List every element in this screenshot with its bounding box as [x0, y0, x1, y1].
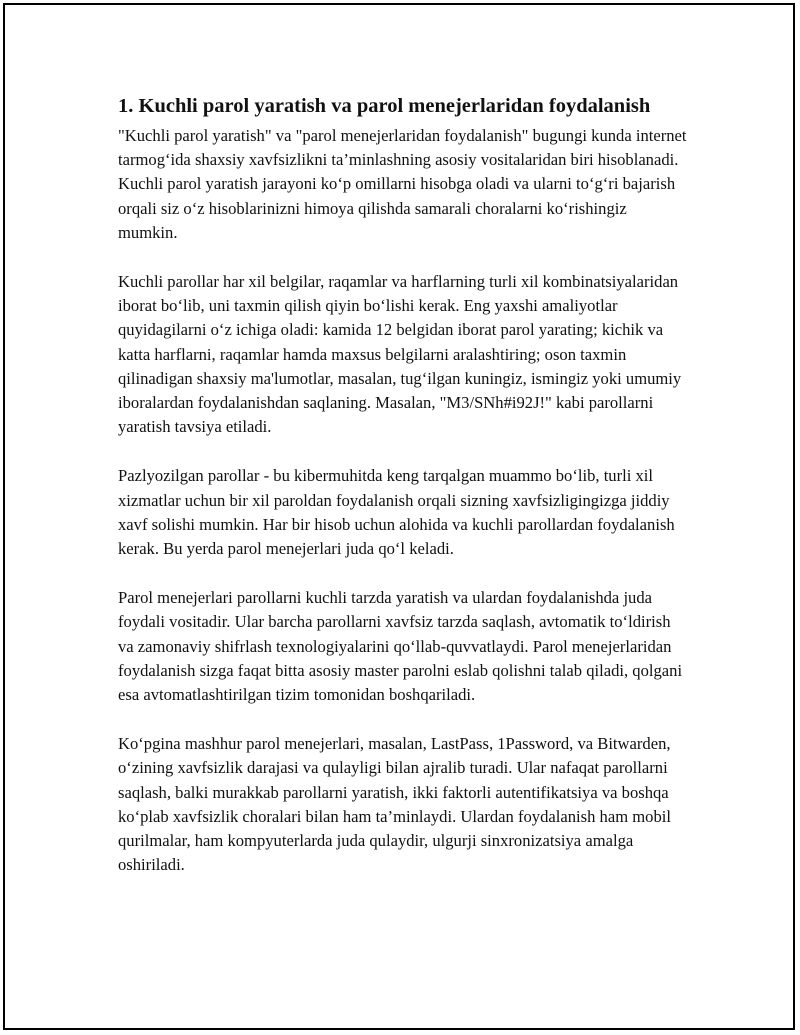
paragraph-reused-passwords: Pazlyozilgan parollar - bu kibermuhitda keng tarqalgan muammo bo‘lib, turli xil xizmatlar uchun bir xil paroldan foydalanish orqali sizning xavfsizligingizga jiddiy xavf solishi mumkin. Har bir hisob uchun alohida va kuchli parollardan foydalanish kerak. Bu yerda parol menejerlari juda qo‘l keladi.	[118, 466, 675, 559]
document-body	[118, 92, 690, 902]
section-heading: 1. Kuchli parol yaratish va parol menejerlaridan foydalanish	[118, 95, 651, 117]
paragraph-intro: "Kuchli parol yaratish" va "parol menejerlaridan foydalanish" bugungi kunda internet tarmog‘ida shaxsiy xavfsizlikni ta’minlashning asosiy vositalaridan biri hisoblanadi. Kuchli parol yaratish jarayoni ko‘p omillarni hisobga oladi va ularni to‘g‘ri bajarish orqali siz o‘z hisoblarinizni himoya qilishda samarali choralarni ko‘rishingiz mumkin.	[118, 126, 687, 242]
paragraph-popular-managers: Ko‘pgina mashhur parol menejerlari, masalan, LastPass, 1Password, va Bitwarden, o‘zining xavfsizlik darajasi va qulayligi bilan ajralib turadi. Ular nafaqat parollarni saqlash, balki murakkab parollarni yaratish, ikki faktorli autentifikatsiya va boshqa ko‘plab xavfsizlik choralari bilan ham ta’minlaydi. Ulardan foydalanish ham mobil qurilmalar, ham kompyuterlarda juda qulaydir, ulgurji sinxronizatsiya amalga oshiriladi.	[118, 734, 671, 875]
paragraph-strong-passwords: Kuchli parollar har xil belgilar, raqamlar va harflarning turli xil kombinatsiyalaridan iborat bo‘lib, uni taxmin qilish qiyin bo‘lishi kerak. Eng yaxshi amaliyotlar quyidagilarni o‘z ichiga oladi: kamida 12 belgidan iborat parol yarating; kichik va katta harflarni, raqamlar hamda maxsus belgilarni aralashtiring; oson taxmin qilinadigan shaxsiy ma'lumotlar, masalan, tug‘ilgan kuningiz, ismingiz yoki umumiy iboralardan foydalanishdan saqlaning. Masalan, "M3/SNh#i92J!" kabi parollarni yaratish tavsiya etiladi.	[118, 272, 682, 437]
paragraph-password-managers: Parol menejerlari parollarni kuchli tarzda yaratish va ulardan foydalanishda juda foydali vositadir. Ular barcha parollarni xavfsiz tarzda saqlash, avtomatik to‘ldirish va zamonaviy shifrlash texnologiyalarini qo‘llab-quvvatlaydi. Parol menejerlaridan foydalanish sizga faqat bitta asosiy master parolni eslab qolishni talab qiladi, qolgani esa avtomatlashtirilgan tizim tomonidan boshqariladi.	[118, 588, 683, 705]
